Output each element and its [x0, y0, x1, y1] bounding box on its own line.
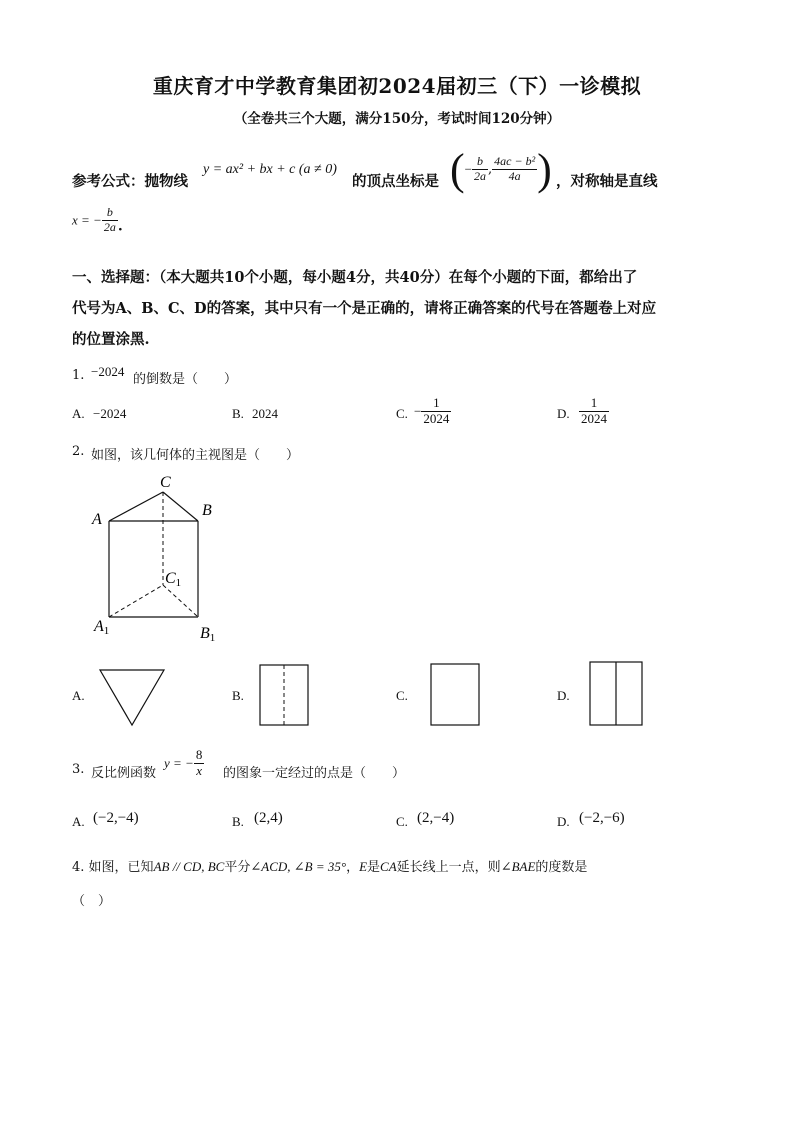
q1-option-a-label[interactable]: A. — [72, 406, 85, 421]
prism-figure — [88, 470, 238, 650]
q1-expression: −2024 — [91, 364, 125, 379]
q2-option-d-label[interactable]: D. — [557, 688, 570, 703]
formula-lead: 参考公式：抛物线 — [72, 173, 188, 190]
q3-option-d-label[interactable]: D. — [557, 814, 570, 829]
q4-answer-paren: （ ） — [72, 894, 112, 909]
q1-stem: 的倒数是（ ） — [133, 372, 238, 387]
q2-number: 2. — [72, 444, 85, 459]
vertex-coordinate: (− $\frac{b}{2a}$ , $\frac{\text{4ac − b²}}{4a}$ ) — [450, 145, 552, 194]
label-B1: B1 — [200, 625, 216, 644]
q2-stem: 如图，该几何体的主视图是（ ） — [91, 448, 300, 463]
q3-option-c-value: (2,−4) — [417, 810, 455, 826]
parabola-equation: y = ax² + bx + c (a ≠ 0) — [203, 162, 337, 177]
q1-option-b-label[interactable]: B. — [232, 406, 244, 421]
label-C1: C1 — [165, 570, 182, 589]
section-heading-line1: 一、选择题：（本大题共10个小题，每小题4分，共40分）在每个小题的下面，都给出了 — [72, 269, 638, 286]
q2-option-c-label[interactable]: C. — [396, 688, 408, 703]
q2-option-d-rect-solid — [589, 661, 645, 727]
section-heading-line3: 的位置涂黑. — [72, 331, 150, 348]
vertex-x-fraction: $\frac{b}{2a}$ — [474, 154, 486, 183]
q2-option-b-rect-dashed — [259, 664, 311, 728]
q2-option-a-label[interactable]: A. — [72, 688, 85, 703]
axis-fraction: $\frac{b}{2a}$ — [103, 205, 116, 234]
q3-function: y = − $\frac{8}{x}$ — [164, 747, 203, 778]
label-A1: A1 — [94, 618, 110, 637]
q1-option-b-value: 2024 — [252, 406, 278, 421]
q3-option-b-label[interactable]: B. — [232, 814, 244, 829]
q1-number: 1. — [72, 368, 85, 383]
q3-number: 3. — [72, 762, 85, 777]
q1-option-c-value: − $\frac{1}{2024}$ — [414, 395, 450, 426]
q3-option-b-value: (2,4) — [254, 810, 283, 826]
q3-option-a-label[interactable]: A. — [72, 814, 85, 829]
axis-formula: x = − $\frac{b}{2a}$ . — [72, 205, 123, 235]
label-A: A — [92, 511, 102, 528]
q1-option-d-value: $\frac{1}{2024}$ — [581, 395, 607, 426]
page-title: 重庆育才中学教育集团初2024届初三（下）一诊模拟 — [152, 74, 642, 98]
edge-CB — [163, 492, 198, 521]
q3-option-c-label[interactable]: C. — [396, 814, 408, 829]
left-paren: ( — [450, 145, 465, 194]
q3-stem-post: 的图象一定经过的点是（ ） — [223, 766, 406, 781]
hidden-edge-C1B1 — [163, 585, 198, 617]
right-paren: ) — [537, 145, 552, 194]
q1-option-c-label[interactable]: C. — [396, 406, 408, 421]
vertex-y-fraction: $\frac{\text{4ac − b²}}{4a}$ — [494, 154, 536, 183]
q2-option-a-triangle — [97, 668, 167, 728]
q1-option-d-label[interactable]: D. — [557, 406, 570, 421]
label-C: C — [160, 474, 171, 491]
hidden-edge-A1C1 — [109, 585, 163, 617]
q4-line1: 4. 如图，已知AB // CD, BC平分∠ACD, ∠B = 35°，E是CA延长线上一点，则∠BAE的度数是 — [72, 859, 588, 875]
exam-info: （全卷共三个大题，满分150分，考试时间120分钟） — [233, 111, 561, 127]
q2-option-c-rect — [430, 663, 482, 727]
q1-option-a-value: −2024 — [93, 406, 127, 421]
q3-option-d-value: (−2,−6) — [579, 810, 625, 826]
edge-AC — [109, 492, 163, 521]
q3-option-a-value: (−2,−4) — [93, 810, 139, 826]
q3-stem-pre: 反比例函数 — [91, 766, 157, 781]
label-B: B — [202, 502, 212, 519]
formula-axis-text: ，对称轴是直线 — [556, 173, 658, 190]
formula-vertex-text: 的顶点坐标是 — [352, 173, 439, 190]
section-heading-line2: 代号为A、B、C、D的答案，其中只有一个是正确的，请将正确答案的代号在答题卷上对应 — [72, 300, 657, 317]
q2-option-b-label[interactable]: B. — [232, 688, 244, 703]
